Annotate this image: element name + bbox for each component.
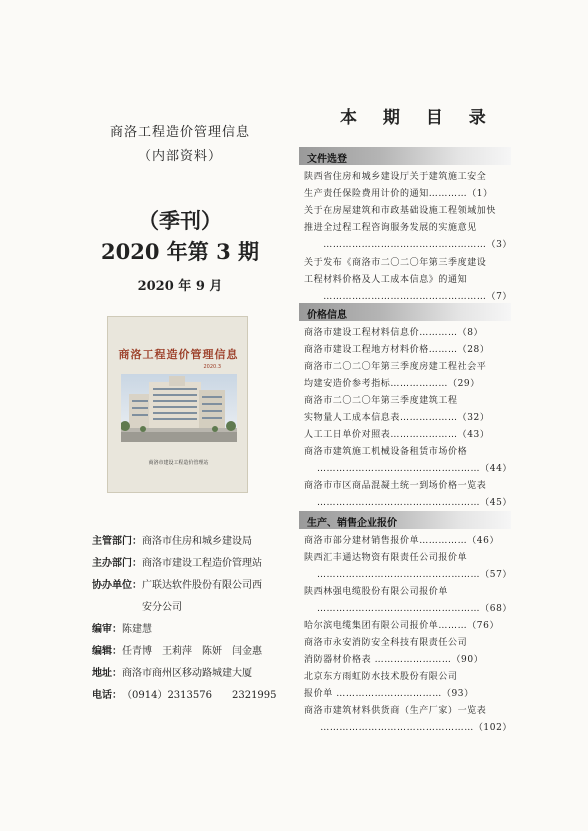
toc-entry[interactable]: 实物量人工成本信息表………………（32） [304, 413, 490, 423]
credit-value: 安分公司 [142, 602, 182, 613]
publication-frequency: （季刊） [138, 208, 222, 233]
credit-row [92, 575, 292, 597]
toc-entry[interactable]: 商洛市建筑施工机械设备租赁市场价格 [304, 447, 468, 457]
credit-value: 商洛市商州区移动路城建大厦 [122, 668, 252, 679]
credit-row [92, 663, 292, 685]
toc-entry-page[interactable]: ……………………………………………（7） [323, 292, 512, 302]
credit-value: 陈建慧 [122, 624, 152, 635]
toc-entry[interactable]: 商洛市建筑材料供货商（生产厂家）一览表 [304, 706, 487, 716]
toc-entry[interactable]: 关于发布《商洛市二〇二〇年第三季度建设 [304, 258, 487, 268]
toc-entry[interactable]: 均建安造价参考指标………………（29） [304, 379, 480, 389]
credits-block [92, 531, 292, 707]
credit-row-continued [92, 597, 292, 619]
issue-date: 2020 年 9 月 [137, 279, 223, 294]
credit-value: 商洛市住房和城乡建设局 [142, 536, 252, 547]
toc-entry[interactable]: 商洛市建设工程材料信息价…………（8） [304, 328, 484, 338]
cover-thumbnail [107, 316, 248, 493]
toc-entry[interactable]: 消防器材价格表 ……………………（90） [304, 655, 484, 665]
credit-value: 任青博 王莉萍 陈妍 闫金惠 [122, 646, 262, 657]
publication-name: 商洛工程造价管理信息 [109, 125, 250, 140]
cover-title: 商洛工程造价管理信息 [118, 348, 239, 361]
credit-value: （0914）2313576 2321995 [122, 690, 277, 701]
toc-entry[interactable]: 陕西汇丰通达物资有限责任公司报价单 [304, 553, 468, 563]
toc-entry-page[interactable]: …………………………………………（102） [320, 723, 512, 733]
credit-label: 协办单位： [92, 580, 142, 591]
toc-section-header [299, 303, 511, 321]
toc-entry[interactable]: 北京东方雨虹防水技术股份有限公司 [304, 672, 458, 682]
credit-row [92, 553, 292, 575]
toc-entry[interactable]: 陕西林强电缆股份有限公司报价单 [304, 587, 449, 597]
toc-entry[interactable]: 商洛市建设工程地方材料价格………（28） [304, 345, 490, 355]
credit-label: 地址： [92, 668, 122, 679]
toc-entry[interactable]: 商洛市市区商品混凝土统一到场价格一览表 [304, 481, 487, 491]
publication-note: （内部资料） [137, 149, 222, 164]
credit-row [92, 531, 292, 553]
credit-row [92, 641, 292, 663]
credit-label: 主办部门： [92, 558, 142, 569]
toc-entry[interactable]: 商洛市永安消防安全科技有限责任公司 [304, 638, 468, 648]
credit-row [92, 619, 292, 641]
toc-entry-page[interactable]: ……………………………………………（57） [316, 570, 512, 580]
toc-entry[interactable]: 关于在房屋建筑和市政基础设施工程领域加快 [304, 206, 497, 216]
toc-heading: 本 期 目 录 [340, 108, 496, 128]
toc-entry-page[interactable]: ……………………………………………（45） [316, 498, 512, 508]
toc-entry-page[interactable]: ……………………………………………（44） [316, 464, 512, 474]
toc-entry-page[interactable]: ……………………………………………（3） [323, 240, 512, 250]
toc-section-title: 文件选登 [307, 154, 347, 165]
toc-section-header [299, 511, 511, 529]
credit-value: 商洛市建设工程造价管理站 [142, 558, 262, 569]
credit-label: 电话： [92, 690, 122, 701]
issue-number: 2020 年第 3 期 [101, 239, 259, 264]
toc-section-title: 价格信息 [307, 310, 347, 321]
toc-entry-page[interactable]: ……………………………………………（68） [316, 604, 512, 614]
toc-entry[interactable]: 哈尔滨电缆集团有限公司报价单………（76） [304, 621, 500, 631]
toc-entry[interactable]: 生产责任保险费用计价的通知…………（1） [304, 189, 493, 199]
credit-label: 编审： [92, 624, 122, 635]
toc-entry[interactable]: 陕西省住房和城乡建设厅关于建筑施工安全 [304, 172, 487, 182]
toc-section-header [299, 147, 511, 165]
toc-entry[interactable]: 商洛市部分建材销售报价单……………（46） [304, 536, 500, 546]
toc-entry[interactable]: 人工工日单价对照表…………………（43） [304, 430, 490, 440]
cover-building-photo [121, 374, 237, 442]
credit-label: 编辑： [92, 646, 122, 657]
credit-label: 主管部门： [92, 536, 142, 547]
toc-section-title: 生产、销售企业报价 [307, 518, 397, 529]
toc-entry[interactable]: 商洛市二〇二〇年第三季度建筑工程 [304, 396, 458, 406]
toc-entry[interactable]: 报价单 ……………………………（93） [304, 689, 474, 699]
toc-entry[interactable]: 商洛市二〇二〇年第三季度房建工程社会平 [304, 362, 487, 372]
toc-entry[interactable]: 推进全过程工程咨询服务发展的实施意见 [304, 223, 477, 233]
cover-publisher: 商洛市建设工程造价管理站 [148, 460, 209, 466]
cover-year: 2020.3 [203, 364, 221, 370]
toc-entry[interactable]: 工程材料价格及人工成本信息》的通知 [304, 275, 468, 285]
credit-row [92, 685, 292, 707]
credit-value: 广联达软件股份有限公司西 [142, 580, 262, 591]
